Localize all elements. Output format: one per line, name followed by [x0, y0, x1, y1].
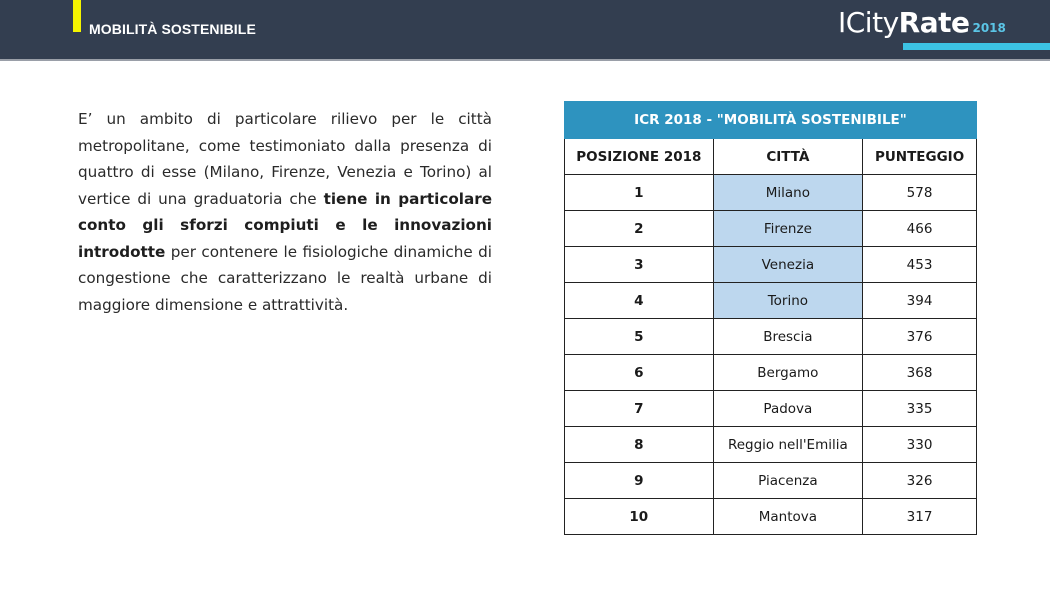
score-cell: 368 [863, 355, 977, 391]
score-cell: 376 [863, 319, 977, 355]
score-cell: 330 [863, 427, 977, 463]
column-header-city: CITTÀ [713, 139, 863, 175]
table-row [565, 319, 977, 355]
logo-part-icity: ICity [838, 6, 899, 39]
table-row [565, 211, 977, 247]
position-cell: 2 [565, 211, 714, 247]
score-cell: 326 [863, 463, 977, 499]
paragraph-bold-text: tiene in particolare conto gli sforzi compiuti e le innovazioni introdotte [78, 189, 492, 261]
paragraph-text-start: E’ un ambito di particolare rilievo per le città metropolitane, come testimoniato dalla presenza di quattro di esse (Milano, Firenze, Venezia e Torino) al vertice di una graduatoria che [78, 110, 492, 208]
accent-bar [73, 0, 81, 32]
position-cell: 9 [565, 463, 714, 499]
table-title: ICR 2018 - "MOBILITÀ SOSTENIBILE" [565, 102, 977, 139]
score-cell: 578 [863, 175, 977, 211]
score-cell: 335 [863, 391, 977, 427]
table-row [565, 391, 977, 427]
position-cell: 8 [565, 427, 714, 463]
score-cell: 317 [863, 499, 977, 535]
city-cell: Mantova [713, 499, 863, 535]
icityrate-logo [838, 6, 1006, 46]
position-cell: 1 [565, 175, 714, 211]
table-row [565, 283, 977, 319]
position-cell: 5 [565, 319, 714, 355]
table-row [565, 427, 977, 463]
city-cell: Padova [713, 391, 863, 427]
paragraph-text-end: per contenere le fisiologiche dinamiche di congestione che caratterizzano le realtà urbane di maggiore dimensione e attrattività. [78, 242, 492, 314]
logo-part-rate: Rate [898, 6, 970, 39]
table-row [565, 463, 977, 499]
position-cell: 10 [565, 499, 714, 535]
position-cell: 4 [565, 283, 714, 319]
city-cell: Torino [713, 283, 863, 319]
table-header-row [565, 139, 977, 175]
position-cell: 6 [565, 355, 714, 391]
table-row [565, 499, 977, 535]
logo-underline [903, 43, 1050, 50]
city-cell: Venezia [713, 247, 863, 283]
score-cell: 394 [863, 283, 977, 319]
city-cell: Milano [713, 175, 863, 211]
city-cell: Bergamo [713, 355, 863, 391]
section-title: MOBILITÀ SOSTENIBILE [89, 21, 256, 37]
city-cell: Reggio nell'Emilia [713, 427, 863, 463]
city-cell: Piacenza [713, 463, 863, 499]
column-header-score: PUNTEGGIO [863, 139, 977, 175]
table-title-row [565, 102, 977, 139]
score-cell: 453 [863, 247, 977, 283]
slide-header [0, 0, 1050, 61]
city-cell: Firenze [713, 211, 863, 247]
city-cell: Brescia [713, 319, 863, 355]
position-cell: 7 [565, 391, 714, 427]
logo-year: 2018 [972, 21, 1006, 35]
table-row [565, 175, 977, 211]
score-cell: 466 [863, 211, 977, 247]
description-paragraph [78, 106, 492, 318]
column-header-position: POSIZIONE 2018 [565, 139, 714, 175]
table-row [565, 247, 977, 283]
ranking-table [564, 101, 977, 535]
table-row [565, 355, 977, 391]
position-cell: 3 [565, 247, 714, 283]
